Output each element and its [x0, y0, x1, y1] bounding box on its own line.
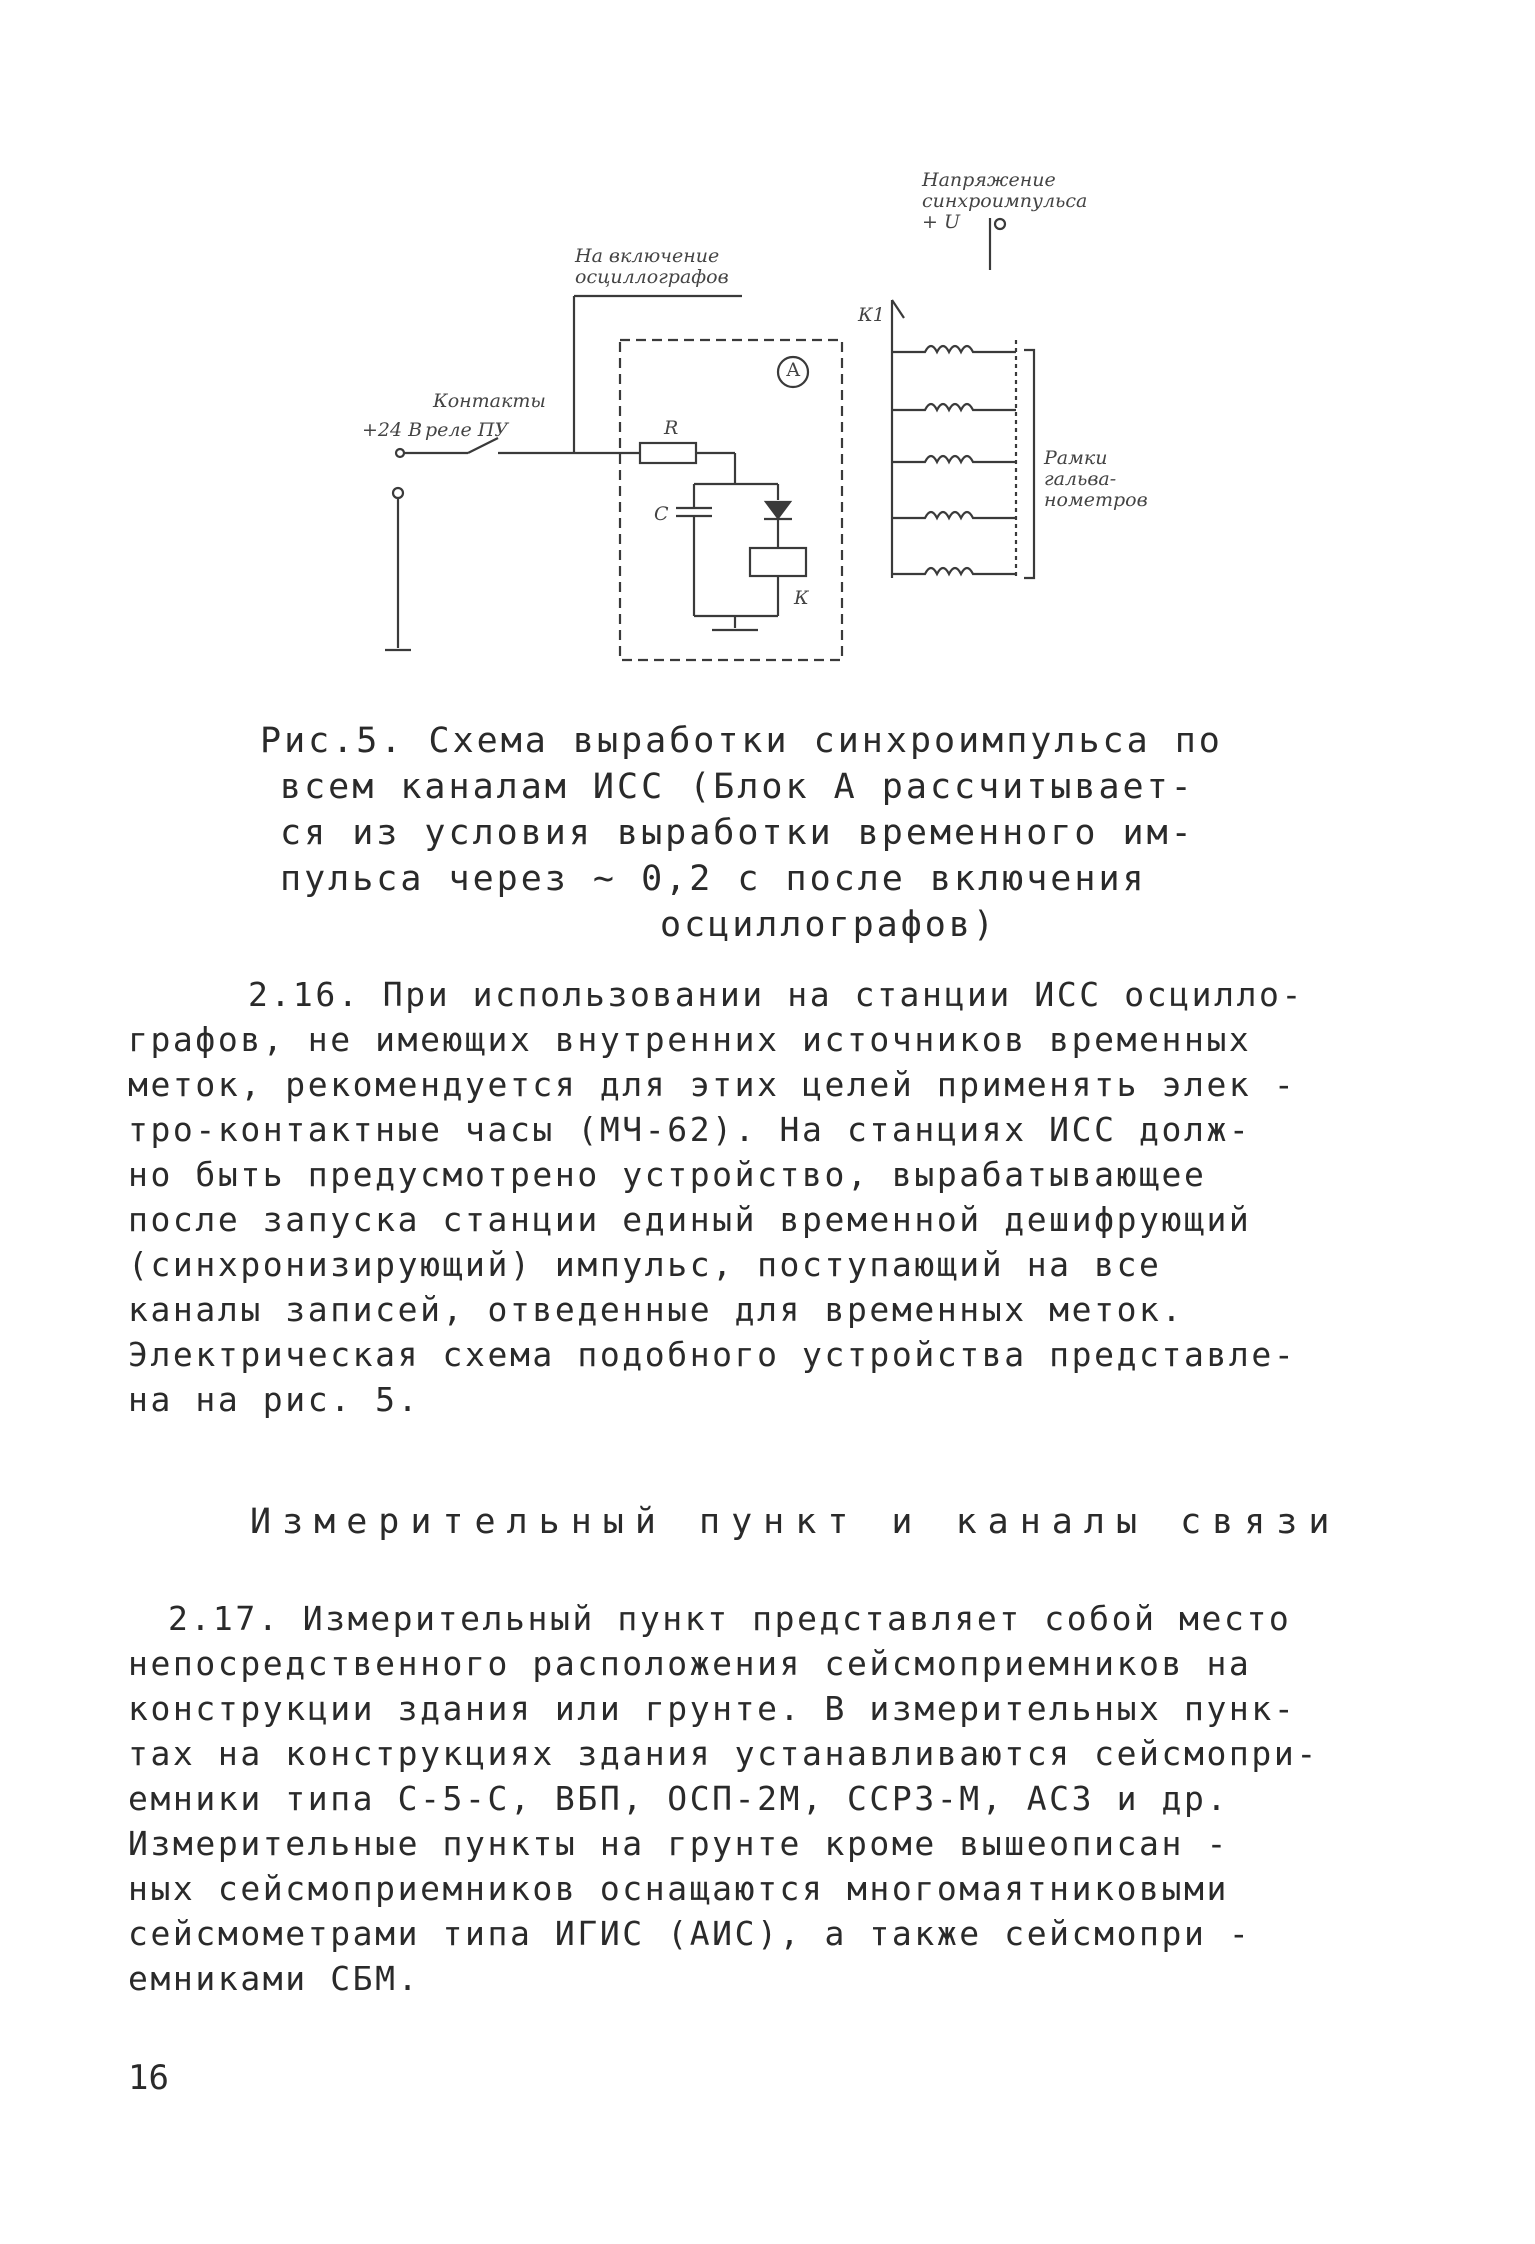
label-voltage-1: Напряжение — [922, 169, 1056, 191]
paragraph-line: Электрическая схема подобного устройства представле- — [128, 1335, 1297, 1374]
paragraph-line: емники типа С-5-С, ВБП, ОСП-2М, ССРЗ-М, АСЗ и др. — [128, 1779, 1229, 1818]
galvanometer-frame-5 — [892, 568, 1016, 574]
terminal-dot — [393, 488, 403, 498]
paragraph-line: но быть предусмотрено устройство, вырабатывающее — [128, 1155, 1207, 1194]
paragraph-line: Измерительные пункты на грунте кроме вышеописан - — [128, 1824, 1229, 1863]
paragraph-line: сейсмометрами типа ИГИС (АИС), а также сейсмопри - — [128, 1914, 1252, 1953]
galvanometer-frame-2 — [892, 404, 1016, 410]
paragraph-line: меток, рекомендуется для этих целей применять элек - — [128, 1065, 1297, 1104]
figure-5-circuit — [0, 0, 1535, 700]
paragraph-line: (синхронизирующий) импульс, поступающий на все — [128, 1245, 1162, 1284]
label-frames-1: Рамки — [1044, 447, 1108, 469]
block-a-border — [620, 340, 842, 660]
paragraph-line: ных сейсмоприемников оснащаются многомаятниковыми — [128, 1869, 1229, 1908]
k1-contact — [892, 300, 904, 318]
label-contacts: Контакты — [433, 390, 546, 412]
figure-caption — [260, 718, 1280, 948]
diode — [766, 502, 790, 518]
frames-bracket — [1024, 350, 1034, 578]
label-osc-1: На включение — [575, 245, 720, 267]
label-voltage — [922, 170, 1087, 233]
label-osc-on — [575, 246, 729, 288]
label-relay: реле ПУ — [425, 419, 509, 441]
caption-line: пульса через ~ 0,2 с после включения — [280, 859, 1147, 899]
page-number: 16 — [128, 2058, 169, 2098]
caption-line: ся из условия выработки временного им- — [280, 813, 1195, 853]
section-heading: Измерительный пункт и каналы связи — [250, 1502, 1341, 1542]
circuit-diagram — [0, 0, 1535, 700]
paragraph-line: каналы записей, отведенные для временных меток. — [128, 1290, 1184, 1329]
label-supply: +24 В — [362, 419, 423, 441]
galvanometer-frame-4 — [892, 512, 1016, 518]
caption-line: всем каналам ИСС (Блок А рассчитывает- — [280, 767, 1195, 807]
paragraph-line: графов, не имеющих внутренних источников временных — [128, 1020, 1252, 1059]
label-voltage-3: + U — [922, 211, 960, 233]
paragraph-line: тро-контактные часы (МЧ-62). На станциях ИСС долж- — [128, 1110, 1252, 1149]
paragraph-line: тах на конструкциях здания устанавливаются сейсмопри- — [128, 1734, 1319, 1773]
label-k1: К1 — [858, 304, 885, 326]
galvanometer-frame-1 — [892, 346, 1016, 352]
label-block-a: А — [786, 359, 801, 381]
label-frames-2: гальва- — [1044, 468, 1117, 490]
label-frames — [1044, 448, 1148, 511]
paragraph-line: 2.17. Измерительный пункт представляет собой место — [168, 1599, 1292, 1638]
galvanometer-frames — [892, 346, 1016, 574]
paragraph-line: после запуска станции единый временной дешифрующий — [128, 1200, 1252, 1239]
paragraph-line: непосредственного расположения сейсмоприемников на — [128, 1644, 1252, 1683]
caption-line: Рис.5. Схема выработки синхроимпульса по — [260, 721, 1223, 761]
paragraph-2-17 — [128, 1596, 1418, 2001]
paragraph-line: конструкции здания или грунте. В измерительных пунк- — [128, 1689, 1297, 1728]
label-osc-2: осциллографов — [575, 266, 729, 288]
label-r: R — [664, 417, 679, 439]
paragraph-2-16 — [128, 972, 1418, 1422]
label-c: C — [654, 503, 669, 525]
paragraph-line: 2.16. При использовании на станции ИСС осцилло- — [248, 975, 1304, 1014]
paragraph-line: на на рис. 5. — [128, 1380, 421, 1419]
supply-terminal — [396, 449, 404, 457]
paragraph-line: емниками СБМ. — [128, 1959, 421, 1998]
resistor-r — [640, 443, 696, 463]
galvanometer-frame-3 — [892, 456, 1016, 462]
label-frames-3: нометров — [1044, 489, 1148, 511]
label-k: К — [794, 587, 809, 609]
caption-line: осциллографов) — [660, 905, 998, 945]
label-voltage-2: синхроимпульса — [922, 190, 1088, 212]
relay-coil-k — [750, 548, 806, 576]
